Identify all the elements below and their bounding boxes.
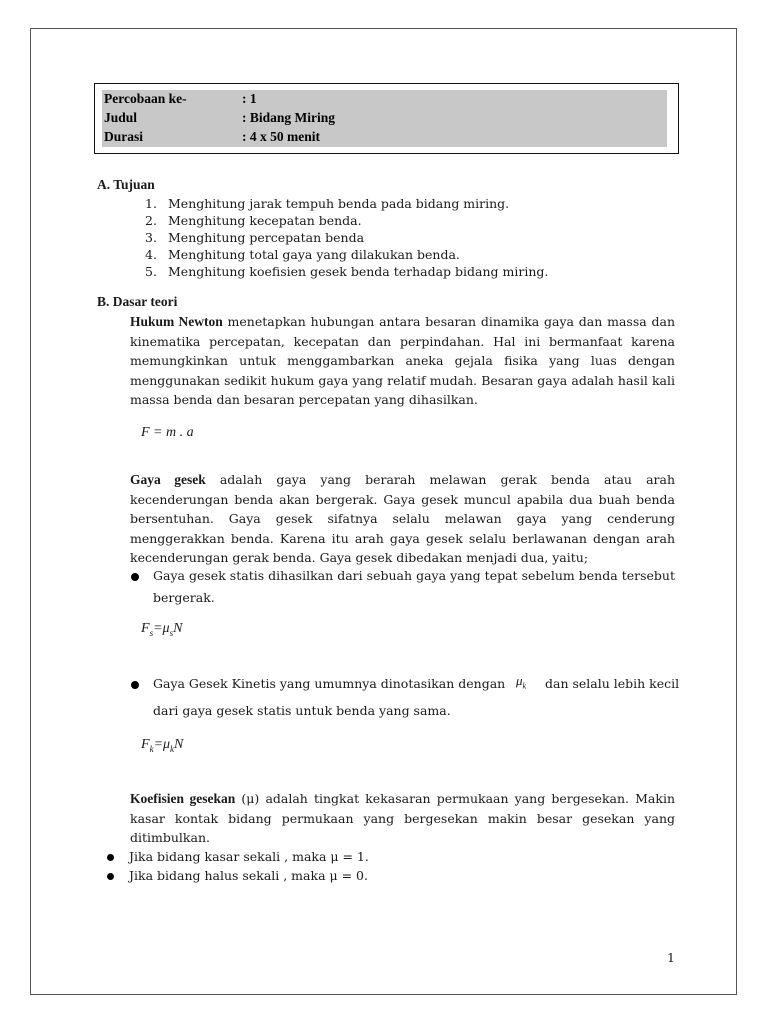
list-item: 1. Menghitung jarak tempuh benda pada bidang miring. — [145, 196, 510, 211]
coefficient-bullet-smooth: Jika bidang halus sekali , maka μ = 0. — [129, 868, 368, 883]
formula-kinetic-friction: $F_k=\mu_kN$ — [141, 737, 184, 754]
section-heading-dasar-teori: B. Dasar teori — [97, 294, 178, 309]
coefficient-bullet-rough: Jika bidang kasar sekali , maka μ = 1. — [129, 849, 369, 864]
kinetic-friction-text-b: dan selalu lebih kecil — [545, 676, 680, 691]
header-key: Percobaan ke- — [104, 91, 187, 106]
term-hukum-newton: Hukum Newton — [130, 314, 223, 329]
coefficient-paragraph: Koefisien gesekan (μ) adalah tingkat kekasaran permukaan yang bergesekan. Makin kasar kontak bidang permukaan yang bergesekan makin besar gesekan yang ditimbulkan. — [130, 791, 675, 845]
header-value: : 1 — [242, 91, 257, 106]
bullet-icon — [107, 854, 114, 861]
friction-paragraph: Gaya gesek adalah gaya yang berarah melawan gerak benda atau arah kecenderungan benda akan bergerak. Gaya gesek muncul apabila dua buah benda bersentuhan. Gaya gesek sifatnya selalu melawan gaya yang cenderung menggerakkan benda. Karena itu arah gaya gesek selalu berlawanan dengan arah kecenderungan gerak benda. Gaya gesek dibedakan menjadi dua, yaitu; — [130, 472, 675, 565]
static-friction-text: Gaya gesek statis dihasilkan dari sebuah gaya yang tepat sebelum benda tersebut bergerak. — [153, 568, 675, 605]
term-gaya-gesek: Gaya gesek — [130, 472, 206, 487]
page-number: 1 — [667, 950, 675, 965]
newton-paragraph: Hukum Newton menetapkan hubungan antara besaran dinamika gaya dan massa dan kinematika percepatan, kecepatan dan perpindahan. Hal ini bermanfaat karena memungkinkan untuk menggambarkan aneka gejala fisika yang luas dengan menggunakan sedikit hukum gaya yang relatif mudah. Besaran gaya adalah hasil kali massa benda dan besaran percepatan yang dihasilkan. — [130, 314, 675, 407]
header-key: Durasi — [104, 129, 144, 144]
formula-newton: F = m . a — [141, 425, 194, 440]
kinetic-friction-text-c: dari gaya gesek statis untuk benda yang sama. — [153, 703, 451, 718]
header-key: Judul — [104, 110, 138, 125]
mu-k-symbol: $\mu_k$ — [516, 673, 527, 691]
experiment-header-box — [94, 83, 679, 154]
section-heading-tujuan: A. Tujuan — [97, 177, 155, 192]
formula-static-friction: $F_s=\mu_sN$ — [141, 621, 183, 638]
objectives-list — [145, 195, 548, 280]
bullet-icon — [131, 681, 139, 689]
list-item: 2. Menghitung kecepatan benda. — [145, 213, 362, 228]
header-value: : 4 x 50 menit — [242, 129, 320, 144]
list-item: 4. Menghitung total gaya yang dilakukan benda. — [145, 247, 460, 262]
bullet-icon — [107, 873, 114, 880]
header-value: : Bidang Miring — [242, 110, 336, 125]
list-item: 3. Menghitung percepatan benda — [145, 230, 365, 245]
kinetic-friction-text-a: Gaya Gesek Kinetis yang umumnya dinotasikan dengan — [153, 676, 506, 691]
list-item: 5. Menghitung koefisien gesek benda terhadap bidang miring. — [145, 264, 549, 279]
term-koefisien-gesekan: Koefisien gesekan — [130, 791, 236, 806]
bullet-icon — [131, 573, 139, 581]
header-shaded-area — [102, 90, 667, 147]
